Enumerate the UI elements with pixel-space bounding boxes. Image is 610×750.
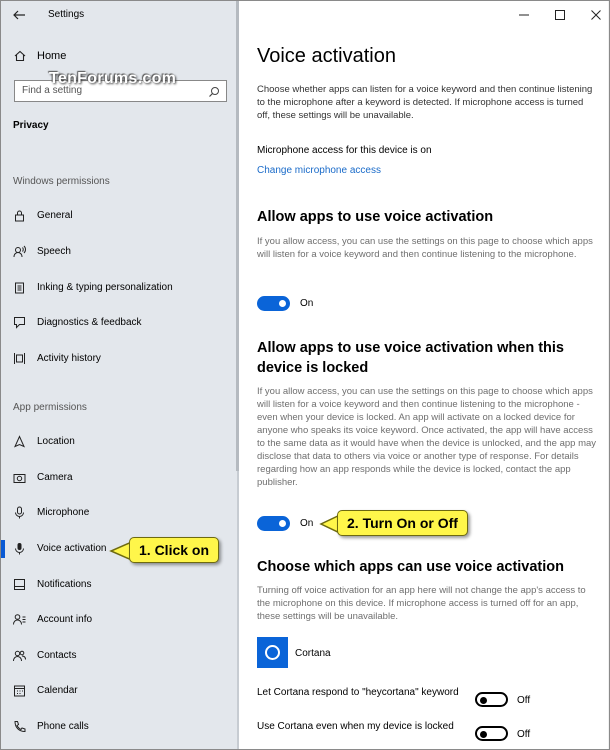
sidebar-item-account-info[interactable] (1, 605, 239, 635)
mic-status-text: Microphone access for this device is on (257, 145, 432, 156)
content-pane (239, 1, 610, 750)
timeline-icon (13, 352, 26, 365)
section-desc-allow-voice: If you allow access, you can use the settings on this page to choose which apps will listen for a voice keyword and then continue listening to the microphone. (257, 236, 593, 260)
sidebar-item-location[interactable] (1, 427, 239, 457)
toggle-state-label: Off (517, 729, 531, 740)
sidebar-item-home[interactable] (1, 45, 239, 69)
sidebar-item-label: Calendar (37, 685, 78, 696)
sidebar-item-notifications[interactable] (1, 570, 239, 600)
feedback-icon (13, 316, 26, 329)
page-title: Voice activation (257, 45, 396, 67)
sidebar-item-label: Inking & typing personalization (37, 282, 173, 293)
sidebar-item-label: Home (37, 50, 67, 62)
sidebar-item-speech[interactable] (1, 237, 239, 267)
sidebar-item-label: Speech (37, 246, 71, 257)
sidebar-item-contacts[interactable] (1, 641, 239, 671)
section-heading-locked: Allow apps to use voice activation when this device is locked (257, 340, 564, 376)
sidebar-item-label: Location (37, 436, 75, 447)
minimize-icon[interactable] (516, 7, 532, 23)
sidebar-item-label: Voice activation (37, 543, 107, 554)
section-title: Privacy (13, 120, 49, 131)
sidebar-item-diagnostics[interactable] (1, 308, 239, 338)
sidebar-item-phone-calls[interactable] (1, 712, 239, 742)
watermark: TenForums.com (49, 70, 177, 87)
camera-icon (13, 471, 26, 484)
intro-text: Choose whether apps can listen for a voice keyword and then continue listening to the microphone after a keyword is detected. If microphone access is turned off, these settings will be unavailable. (257, 84, 593, 121)
toggle-state-label: On (300, 518, 314, 529)
app-name-cortana: Cortana (295, 648, 331, 659)
speech-icon (13, 245, 26, 258)
app-title: Settings (48, 9, 85, 20)
close-icon[interactable] (588, 7, 604, 23)
cortana-locked-toggle[interactable] (475, 726, 508, 741)
section-heading-allow-voice: Allow apps to use voice activation (257, 209, 494, 225)
sidebar-item-label: General (37, 210, 73, 221)
microphone-icon (13, 506, 26, 519)
back-arrow-icon[interactable] (11, 7, 27, 23)
toggle-state-label: Off (517, 695, 531, 706)
location-icon (13, 435, 26, 448)
section-desc-choose-apps: Turning off voice activation for an app here will not change the app's access to the microphone on this device. If microphone access is turned off for an app, these settings will be unavailable. (257, 585, 586, 622)
group-label-windows: Windows permissions (13, 176, 110, 187)
account-icon (13, 613, 26, 626)
change-mic-access-link[interactable]: Change microphone access (257, 165, 381, 176)
contacts-icon (13, 649, 26, 662)
clipboard-icon (13, 281, 26, 294)
search-icon[interactable] (208, 85, 220, 97)
sidebar (1, 1, 239, 750)
notifications-icon (13, 578, 26, 591)
phone-icon (13, 720, 26, 733)
sidebar-item-label: Activity history (37, 353, 101, 364)
sidebar-item-general[interactable] (1, 201, 239, 231)
sidebar-item-microphone[interactable] (1, 498, 239, 528)
section-heading-choose-apps: Choose which apps can use voice activation (257, 559, 565, 575)
option-heycortana-label: Let Cortana respond to "heycortana" keyword (257, 687, 459, 698)
sidebar-item-label: Contacts (37, 650, 77, 661)
sidebar-item-label: Camera (37, 472, 73, 483)
cortana-icon (257, 637, 288, 668)
callout-turn-on-off: 2. Turn On or Off (337, 510, 468, 536)
section-desc-locked: If you allow access, you can use the settings on this page to choose which apps will listen for a voice keyword and then continue listening to the microphone - even when your device is locked. An app will activate on a locked device for anyone who speaks its voice keyword. Once activated, the app will have access to the same data as it would have when the device is unlocked, and the app may disclose that data to others via voice or another type of response. For details regarding how an app responds while the device is locked, contact the app publisher. (257, 386, 597, 488)
sidebar-item-inking[interactable] (1, 273, 239, 303)
sidebar-item-camera[interactable] (1, 463, 239, 493)
heycortana-toggle[interactable] (475, 692, 508, 707)
sidebar-item-calendar[interactable] (1, 676, 239, 706)
home-icon (13, 49, 27, 63)
callout-click-on: 1. Click on (129, 537, 219, 563)
active-indicator (1, 540, 5, 558)
group-label-app: App permissions (13, 402, 87, 413)
option-locked-cortana-label: Use Cortana even when my device is locked (257, 721, 454, 732)
calendar-icon (13, 684, 26, 697)
lock-icon (13, 209, 26, 222)
sidebar-item-label: Notifications (37, 579, 92, 590)
sidebar-item-label: Microphone (37, 507, 90, 518)
sidebar-item-activity-history[interactable] (1, 344, 239, 374)
sidebar-item-label: Diagnostics & feedback (37, 317, 142, 328)
maximize-icon[interactable] (552, 7, 568, 23)
sidebar-item-label: Phone calls (37, 721, 89, 732)
locked-voice-activation-toggle[interactable] (257, 516, 290, 531)
toggle-state-label: On (300, 298, 314, 309)
sidebar-item-label: Account info (37, 614, 93, 625)
voice-activation-toggle[interactable] (257, 296, 290, 311)
voice-icon (13, 542, 26, 555)
title-bar (1, 1, 239, 29)
